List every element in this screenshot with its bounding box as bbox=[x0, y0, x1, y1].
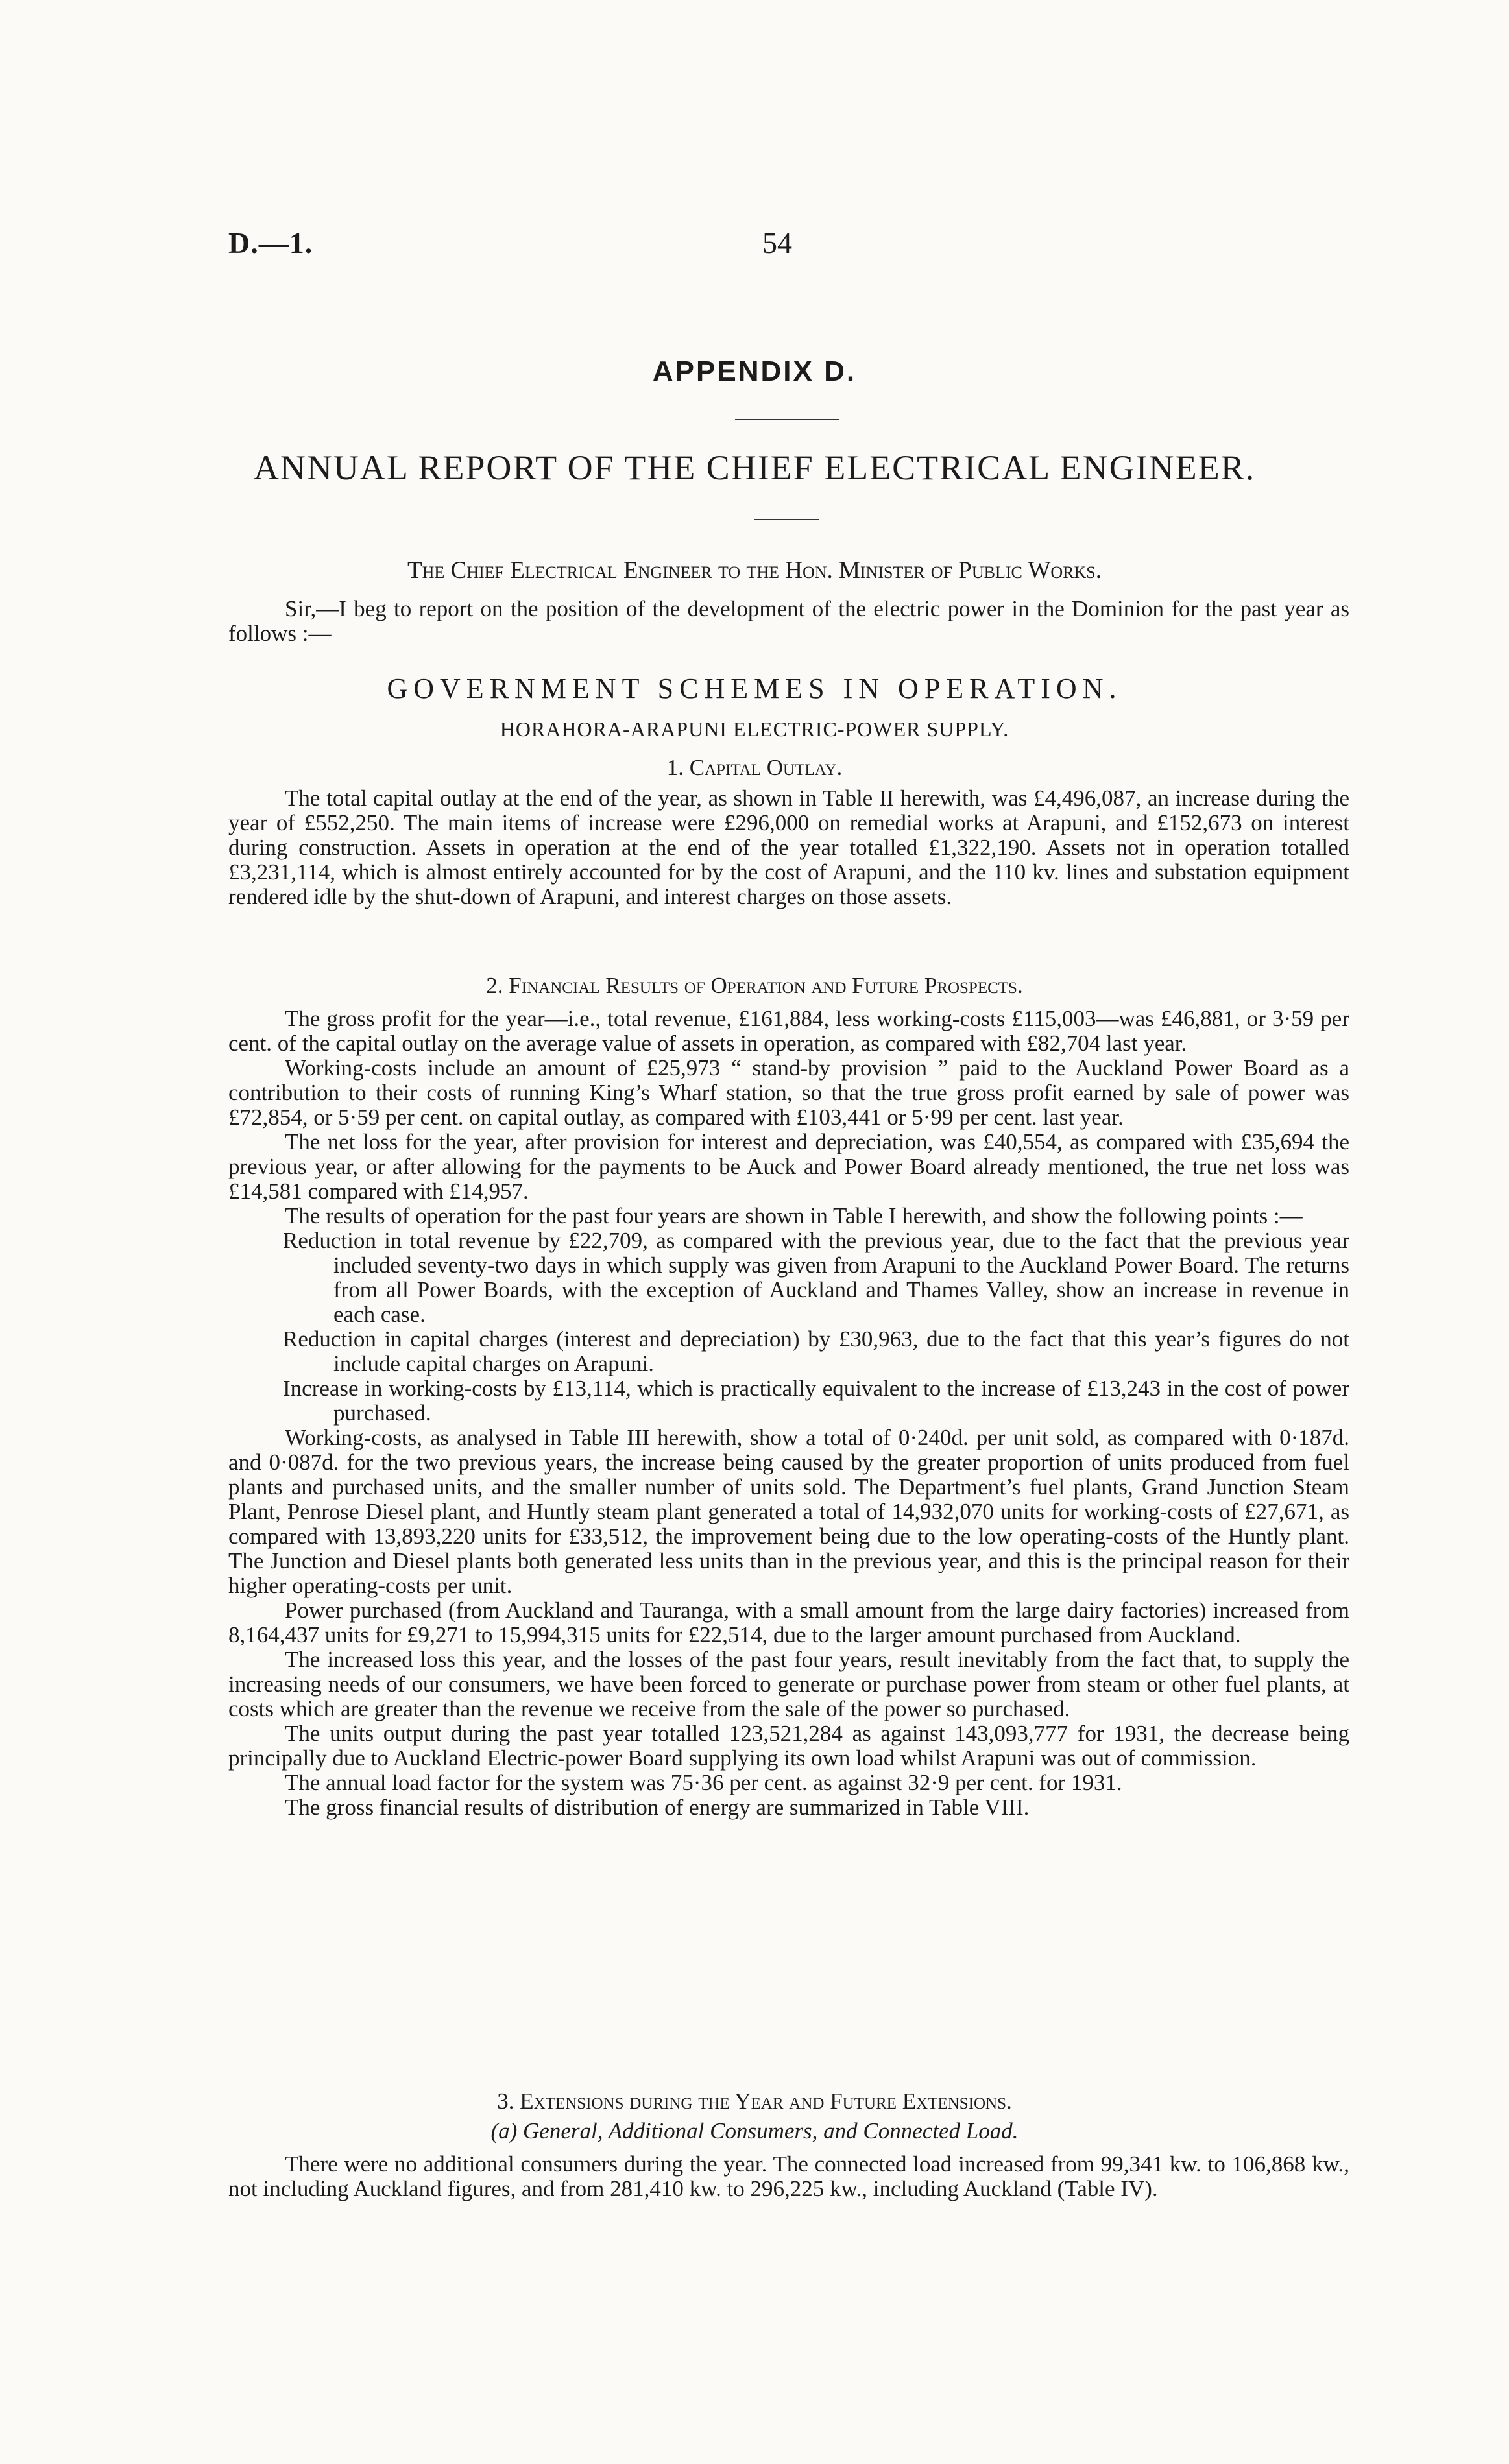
appendix-title: APPENDIX D. bbox=[652, 355, 857, 387]
intro-text: Sir,—I beg to report on the position of the development of the electric power in the Dominion for the past year as follows :— bbox=[228, 596, 1349, 646]
financial-paragraph: Working-costs include an amount of £25,973 “ stand-by provision ” paid to the Auckland Power Board as a contribution to their costs of running King’s Wharf station, so that the true gross profit earned by sale of power was £72,854, or 5·59 per cent. on capital outlay, as compared with £103,441 or 5·99 per cent. last year. bbox=[228, 1055, 1349, 1130]
financial-paragraph: The gross financial results of distribution of energy are summarized in Table VIII. bbox=[285, 1795, 1030, 1820]
page-number: 54 bbox=[762, 226, 792, 259]
document-reference: D.—1. bbox=[228, 226, 313, 259]
financial-paragraph: The units output during the past year totalled 123,521,284 as against 143,093,777 for 1931, the decrease being principally due to Auckland Electric-power Board supplying its own load whilst Arapuni was out of commission. bbox=[228, 1721, 1349, 1771]
financial-paragraph: The results of operation for the past four years are shown in Table I herewith, and show the following points :— bbox=[285, 1203, 1303, 1228]
capital-outlay-text: The total capital outlay at the end of the year, as shown in Table II herewith, was £4,496,087, an increase during the year of £552,250. The main items of increase were £296,000 on remedial works at Arapuni, and £152,673 on interest during construction. Assets in operation at the end of the year totalled £1,322,190. Assets not in operation totalled £3,231,114, which is almost entirely accounted for by the cost of Arapuni, and the 110 kv. lines and substation equipment rendered idle by the shut-down of Arapuni, and interest charges on those assets. bbox=[228, 785, 1349, 909]
section-heading: GOVERNMENT SCHEMES IN OPERATION. bbox=[387, 673, 1122, 704]
financial-paragraph: The net loss for the year, after provision for interest and depreciation, was £40,554, as compared with £35,694 the previous year, or after allowing for the payments to be Auck and Power Board already mentioned, the true net loss was £14,581 compared with £14,957. bbox=[228, 1129, 1349, 1204]
capital-outlay-section bbox=[228, 786, 1349, 909]
financial-paragraph: The gross profit for the year—i.e., total revenue, £161,884, less working-costs £115,003—was £46,881, or 3·59 per cent. of the capital outlay on the average value of assets in operation, as compared with £82,704 last year. bbox=[228, 1006, 1349, 1056]
addressee-line: The Chief Electrical Engineer to the Hon. Minister of Public Works. bbox=[407, 557, 1102, 584]
extensions-heading: 3. Extensions during the Year and Future Extensions. bbox=[497, 2088, 1012, 2114]
capital-outlay-heading: 1. Capital Outlay. bbox=[666, 755, 843, 780]
financial-heading: 2. Financial Results of Operation and Future Prospects. bbox=[486, 973, 1023, 998]
result-point: Reduction in capital charges (interest and depreciation) by £30,963, due to the fact that this year’s figures do not include capital charges on Arapuni. bbox=[283, 1326, 1349, 1376]
financial-paragraph: The annual load factor for the system was 75·36 per cent. as against 32·9 per cent. for 1931. bbox=[285, 1770, 1122, 1795]
divider bbox=[735, 419, 839, 420]
result-point: Increase in working-costs by £13,114, which is practically equivalent to the increase of £13,243 in the cost of power purchased. bbox=[283, 1376, 1349, 1426]
intro-paragraph bbox=[228, 597, 1349, 646]
extensions-section bbox=[228, 2152, 1349, 2201]
scheme-heading: HORAHORA-ARAPUNI ELECTRIC-POWER SUPPLY. bbox=[500, 717, 1009, 741]
divider bbox=[754, 519, 819, 520]
report-title: ANNUAL REPORT OF THE CHIEF ELECTRICAL ENGINEER. bbox=[253, 448, 1256, 487]
financial-paragraph: Power purchased (from Auckland and Tauranga, with a small amount from the large dairy factories) increased from 8,164,437 units for £9,271 to 15,994,315 units for £22,514, due to the larger amount purchased from Auckland. bbox=[228, 1597, 1349, 1647]
result-point: Reduction in total revenue by £22,709, as compared with the previous year, due to the fact that the previous year included seventy-two days in which supply was given from Arapuni to the Auckland Power Board. The returns from all Power Boards, with the exception of Auckland and Thames Valley, show an increase in revenue in each case. bbox=[283, 1228, 1349, 1327]
financial-paragraph: Working-costs, as analysed in Table III herewith, show a total of 0·240d. per unit sold, as compared with 0·187d. and 0·087d. for the two previous years, the increase being caused by the greater proportion of units produced from fuel plants and purchased units, and the smaller number of units sold. The Department’s fuel plants, Grand Junction Steam Plant, Penrose Diesel plant, and Huntly steam plant generated a total of 14,932,070 units for working-costs of £27,671, as compared with 13,893,220 units for £33,512, the improvement being due to the low operating-costs of the Huntly plant. The Junction and Diesel plants both generated less units than in the previous year, and this is the principal reason for their higher operating-costs per unit. bbox=[228, 1425, 1349, 1598]
financial-paragraph: The increased loss this year, and the losses of the past four years, result inevitably from the fact that, to supply the increasing needs of our consumers, we have been forced to generate or purchase power from steam or other fuel plants, at costs which are greater than the revenue we receive from the sale of the power so purchased. bbox=[228, 1647, 1349, 1721]
extensions-text: There were no additional consumers during the year. The connected load increased from 99,341 kw. to 106,868 kw., not including Auckland figures, and from 281,410 kw. to 296,225 kw., including Auckland (Table IV). bbox=[228, 2151, 1349, 2201]
financial-section bbox=[228, 1007, 1349, 1820]
extensions-subheading: (a) General, Additional Consumers, and Connected Load. bbox=[490, 2118, 1019, 2144]
